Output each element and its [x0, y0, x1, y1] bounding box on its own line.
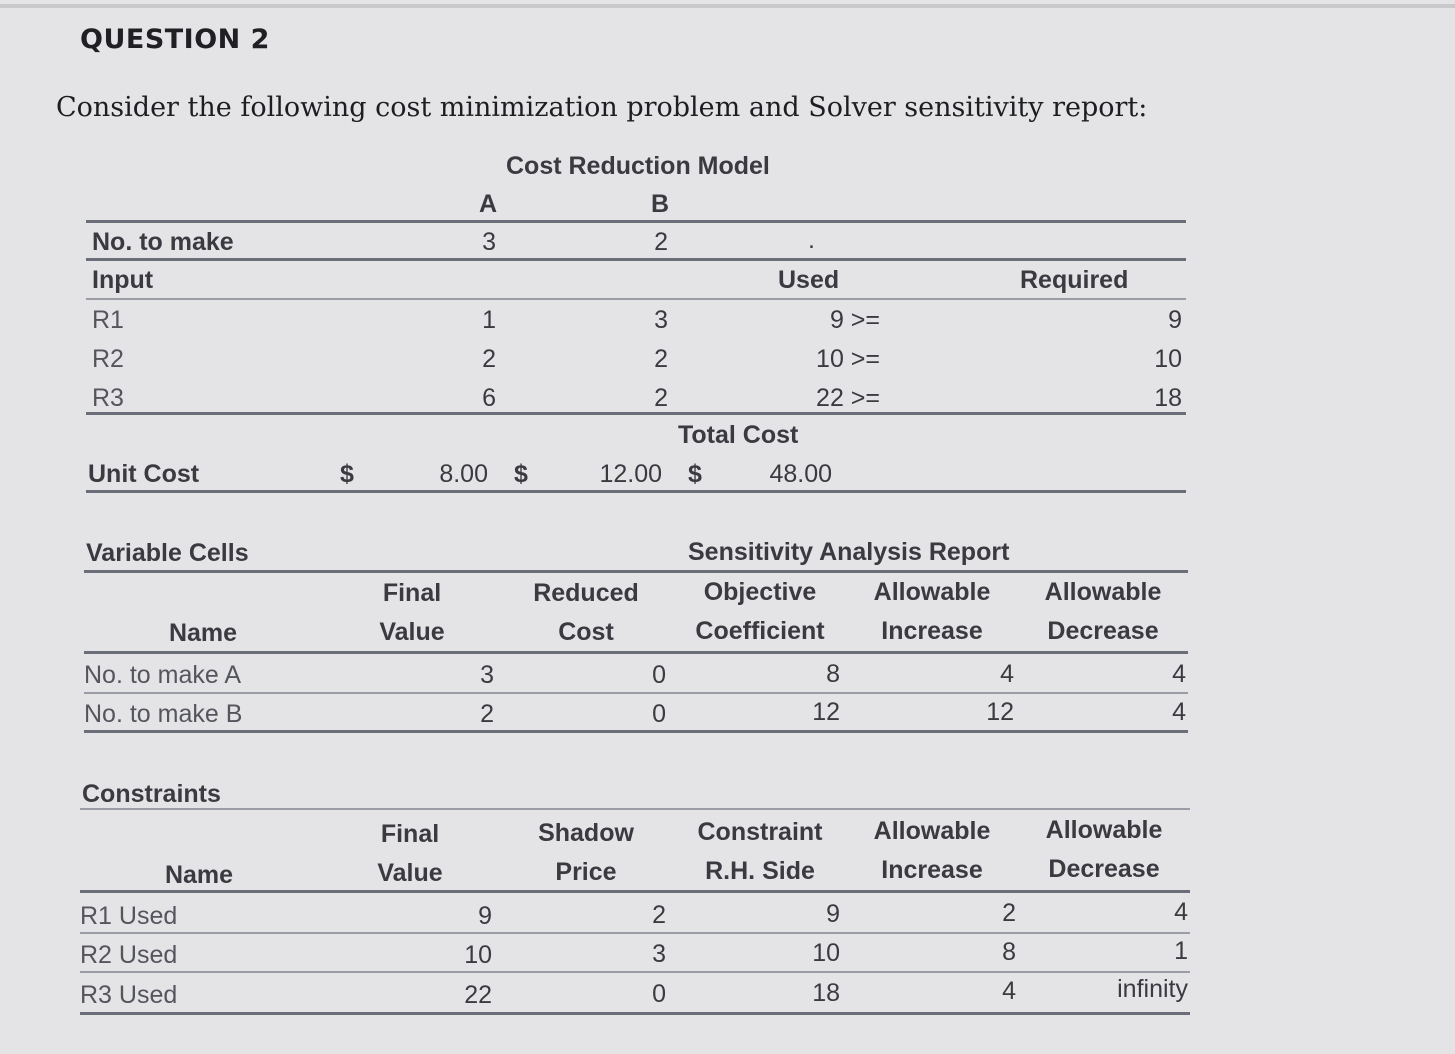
c-hdr-final-1: Final	[380, 820, 440, 848]
model-title: Cost Reduction Model	[506, 152, 770, 180]
unit-cost-cur-b: $	[514, 460, 528, 488]
con-shadow: 2	[652, 901, 666, 929]
used-header: Used	[778, 266, 840, 294]
con-dec: infinity	[1117, 975, 1188, 1003]
con-rhs: 9	[826, 900, 840, 928]
row-b: 3	[654, 306, 668, 334]
hdr-final-1: Final	[382, 579, 442, 607]
hdr-inc-1: Allowable	[873, 578, 991, 606]
row-used: 22 >=	[816, 384, 880, 412]
stray-dot: .	[808, 226, 815, 254]
var-reduced: 0	[652, 661, 666, 689]
row-label: R1	[92, 306, 124, 334]
variable-cells-label: Variable Cells	[86, 539, 249, 567]
con-name: R1 Used	[80, 902, 178, 930]
var-dec: 4	[1172, 698, 1186, 726]
top-border	[0, 4, 1455, 8]
row-used: 9 >=	[829, 306, 880, 334]
question-intro: Consider the following cost minimization problem and Solver sensitivity report:	[56, 92, 1148, 123]
c-hdr-rhs-2: R.H. Side	[705, 857, 815, 885]
row-b: 2	[654, 384, 668, 412]
required-header: Required	[1020, 266, 1129, 294]
con-inc: 4	[1002, 977, 1016, 1005]
unit-cost-b: 12.00	[599, 460, 662, 488]
input-label: Input	[92, 266, 154, 294]
row-label: R3	[92, 384, 124, 412]
c-hdr-dec-1: Allowable	[1045, 816, 1163, 844]
con-inc: 2	[1002, 899, 1016, 927]
question-title: QUESTION 2	[80, 24, 270, 55]
c-hdr-dec-2: Decrease	[1048, 855, 1160, 883]
con-final: 22	[464, 981, 492, 1009]
var-final: 2	[480, 700, 494, 728]
con-final: 9	[478, 902, 492, 930]
unit-cost-cur-a: $	[340, 460, 354, 488]
var-name: No. to make B	[84, 700, 243, 728]
row-required: 18	[1154, 384, 1182, 412]
total-cost-label: Total Cost	[678, 421, 799, 449]
hdr-name: Name	[168, 619, 238, 647]
var-final: 3	[480, 661, 494, 689]
con-rhs: 18	[812, 979, 840, 1007]
con-name: R3 Used	[80, 981, 178, 1009]
var-coef: 8	[826, 660, 840, 688]
row-required: 9	[1168, 306, 1182, 334]
total-cost-value: 48.00	[769, 460, 832, 488]
con-shadow: 3	[652, 940, 666, 968]
c-hdr-final-2: Value	[377, 859, 443, 887]
row-b: 2	[654, 345, 668, 373]
con-rhs: 10	[812, 939, 840, 967]
con-name: R2 Used	[80, 941, 178, 969]
c-hdr-shadow-2: Price	[555, 858, 617, 886]
con-dec: 1	[1174, 937, 1188, 965]
hdr-final-2: Value	[379, 618, 445, 646]
c-hdr-name: Name	[164, 861, 234, 889]
con-shadow: 0	[652, 980, 666, 1008]
hdr-objective-2: Coefficient	[695, 617, 825, 645]
hdr-objective-1: Objective	[703, 578, 817, 606]
row-required: 10	[1154, 345, 1182, 373]
sensitivity-title: Sensitivity Analysis Report	[688, 538, 1010, 566]
hdr-dec-1: Allowable	[1044, 578, 1162, 606]
hdr-reduced-1: Reduced	[533, 579, 639, 607]
con-dec: 4	[1174, 898, 1188, 926]
c-hdr-inc-1: Allowable	[873, 817, 991, 845]
var-reduced: 0	[652, 700, 666, 728]
no-to-make-label: No. to make	[92, 228, 234, 256]
row-label: R2	[92, 345, 124, 373]
var-dec: 4	[1172, 660, 1186, 688]
hdr-inc-2: Increase	[881, 617, 983, 645]
col-a-header: A	[478, 190, 498, 218]
hdr-dec-2: Decrease	[1047, 617, 1159, 645]
hdr-reduced-2: Cost	[558, 618, 614, 646]
no-to-make-b: 2	[654, 228, 668, 256]
var-inc: 12	[986, 698, 1014, 726]
c-hdr-inc-2: Increase	[881, 856, 983, 884]
no-to-make-a: 3	[482, 228, 496, 256]
row-a: 6	[482, 384, 496, 412]
total-cost-cur: $	[688, 460, 702, 488]
row-a: 1	[482, 306, 496, 334]
c-hdr-rhs-1: Constraint	[697, 818, 823, 846]
var-name: No. to make A	[84, 661, 242, 689]
unit-cost-a: 8.00	[439, 460, 488, 488]
constraints-label: Constraints	[82, 780, 221, 808]
row-used: 10 >=	[816, 345, 880, 373]
unit-cost-label: Unit Cost	[88, 460, 200, 488]
con-inc: 8	[1002, 938, 1016, 966]
con-final: 10	[464, 941, 492, 969]
row-a: 2	[482, 345, 496, 373]
c-hdr-shadow-1: Shadow	[538, 819, 634, 847]
var-inc: 4	[1000, 660, 1014, 688]
col-b-header: B	[650, 190, 670, 218]
var-coef: 12	[812, 698, 840, 726]
